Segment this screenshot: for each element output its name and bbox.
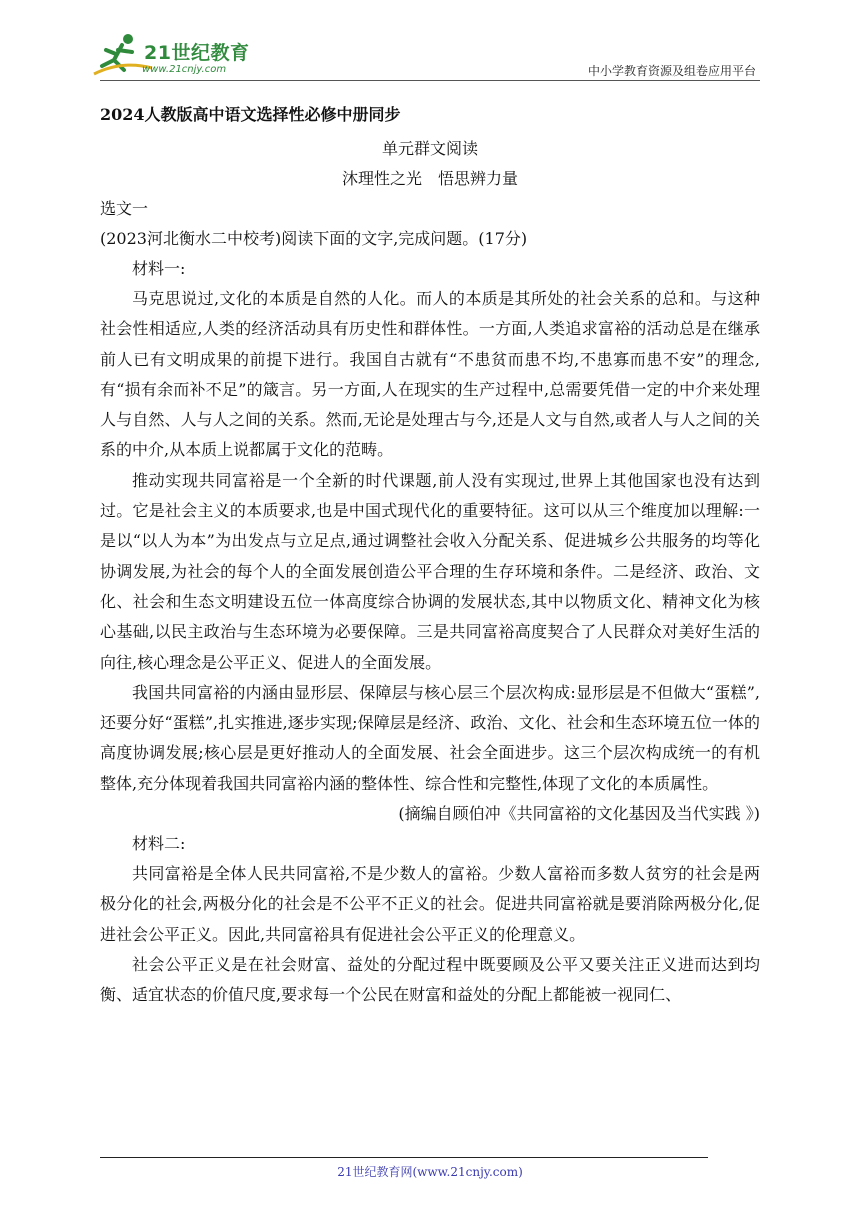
unit-heading: 单元群文阅读	[381, 139, 478, 158]
header-divider	[100, 80, 760, 81]
logo-url: www.21cnjy.com	[142, 64, 227, 75]
material-two-label: 材料二:	[132, 834, 186, 854]
unit-subtitle: 沐理性之光 悟思辨力量	[341, 169, 518, 188]
document-title: 2024人教版高中语文选择性必修中册同步	[100, 105, 401, 124]
material-two-paragraph-2: 社会公平正义是在社会财富、益处的分配过程中既要顾及公平又要关注正义进而达到均衡、适宜状态的价值尺度,要求每一个公民在财富和益处的分配上都能被一视同仁、	[100, 954, 760, 1005]
platform-label: 中小学教育资源及组卷应用平台	[587, 64, 756, 78]
footer-link[interactable]: 21世纪教育网(www.21cnjy.com)	[337, 1165, 523, 1179]
footer-divider	[100, 1157, 708, 1158]
material-one-source: (摘编自顾伯冲《共同富裕的文化基因及当代实践 》)	[398, 804, 760, 824]
material-one-paragraph-2: 推动实现共同富裕是一个全新的时代课题,前人没有实现过,世界上其他国家也没有达到过。它是社会主义的本质要求,也是中国式现代化的重要特征。这可以从三个维度加以理解:一是以“以人为本”为出发点与立足点,通过调整社会收入分配关系、促进城乡公共服务的均等化协调发展,为社会的每个人的全面发展创造公平合理的生存环境和条件。二是经济、政治、文化、社会和生态文明建设五位一体高度综合协调的发展状态,其中以物质文化、精神文化为核心基础,以民主政治与生态环境为必要保障。三是共同富裕高度契合了人民群众对美好生活的向往,核心理念是公平正义、促进人的全面发展。	[100, 470, 760, 672]
page-header	[0, 0, 860, 90]
material-one-label: 材料一:	[132, 259, 186, 278]
material-one-paragraph-1: 马克思说过,文化的本质是自然的人化。而人的本质是其所处的社会关系的总和。与这种社会性相适应,人类的经济活动具有历史性和群体性。一方面,人类追求富裕的活动总是在继承前人已有文明成果的前提下进行。我国自古就有“不患贫而患不均,不患寡而患不安”的理念,有“损有余而补不足”的箴言。另一方面,人在现实的生产过程中,总需要凭借一定的中介来处理人与自然、人与人之间的关系。然而,无论是处理古与今,还是人文与自然,或者人与人之间的关系的中介,从本质上说都属于文化的范畴。	[100, 289, 760, 460]
material-one-paragraph-3: 我国共同富裕的内涵由显形层、保障层与核心层三个层次构成:显形层是不但做大“蛋糕”,还要分好“蛋糕”,扎实推进,逐步实现;保障层是经济、政治、文化、社会和生态环境五位一体的高度协调发展;核心层是更好推动人的全面发展、社会全面进步。这三个层次构成统一的有机整体,充分体现着我国共同富裕内涵的整体性、综合性和完整性,体现了文化的本质属性。	[100, 682, 760, 793]
section-label: 选文一	[100, 199, 149, 218]
question-intro: (2023河北衡水二中校考)阅读下面的文字,完成问题。(17分)	[100, 229, 528, 248]
material-two-paragraph-1: 共同富裕是全体人民共同富裕,不是少数人的富裕。少数人富裕而多数人贫穷的社会是两极分化的社会,两极分化的社会是不公平不正义的社会。促进共同富裕就是要消除两极分化,促进社会公平正义。因此,共同富裕具有促进社会公平正义的伦理意义。	[100, 864, 760, 944]
document-body	[100, 100, 760, 1011]
logo-text: 21世纪教育	[144, 42, 250, 64]
